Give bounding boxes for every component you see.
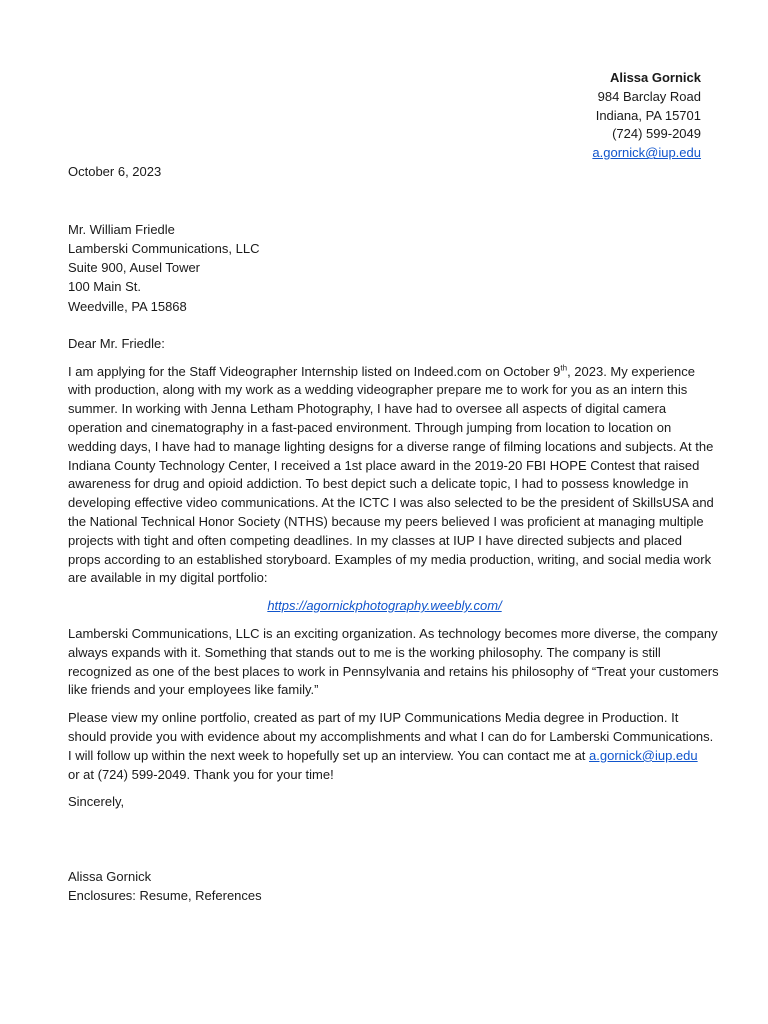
paragraph-line: I will follow up within the next week to hopefully set up an interview. You can contact me at a.gornick@iup.edu	[68, 747, 698, 763]
paragraph-line: recognized as one of the best places to work in Pennsylvania and retains his philosophy of “Treat your customers	[68, 663, 719, 679]
portfolio-url-line	[68, 597, 701, 616]
recipient-company: Lamberski Communications, LLC	[68, 240, 260, 256]
paragraph-line: with production, along with my work as a wedding videographer prepare me to work for you as an intern this	[68, 382, 688, 398]
contact-email-link[interactable]: a.gornick@iup.edu	[589, 747, 698, 763]
paragraph-line: Indiana County Technology Center, I received a 1st place award in the 2019-20 FBI HOPE Contest that raised	[68, 457, 700, 473]
letter-date: October 6, 2023	[68, 163, 162, 179]
paragraph-line: I am applying for the Staff Videographer Internship listed on Indeed.com on October 9th, 2023. My experience	[68, 363, 695, 379]
portfolio-link[interactable]: https://agornickphotography.weebly.com/	[267, 598, 502, 614]
paragraph-line: like friends and your employees like family.”	[68, 682, 319, 698]
paragraph-line: projects with tight and often competing deadlines. In my classes at IUP I have directed subjects and placed	[68, 532, 682, 548]
paragraph-line: or at (724) 599-2049. Thank you for your time!	[68, 766, 334, 782]
sender-name: Alissa Gornick	[609, 70, 701, 85]
recipient-name: Mr. William Friedle	[68, 221, 175, 237]
sender-block	[68, 69, 701, 163]
closing: Sincerely,	[68, 794, 125, 810]
paragraph-line: operation and cinematography in a fast-paced environment. Through jumping from location to location on	[68, 419, 672, 435]
paragraph-line: awareness for drug and opioid addiction. To best depict such a delicate topic, I had to possess knowledge in	[68, 476, 689, 492]
enclosures: Enclosures: Resume, References	[68, 887, 262, 903]
paragraph-line: Lamberski Communications, LLC is an exciting organization. As technology becomes more diverse, the company	[68, 625, 718, 641]
sender-email-link[interactable]: a.gornick@iup.edu	[592, 145, 701, 161]
signature-name: Alissa Gornick	[68, 869, 152, 885]
salutation: Dear Mr. Friedle:	[68, 335, 165, 351]
paragraph-line: props according to an established storyboard. Examples of my media production, writing, and social media work	[68, 551, 712, 567]
body-paragraph-1	[68, 363, 714, 589]
recipient-city: Weedville, PA 15868	[68, 298, 187, 314]
body-paragraph-2	[68, 625, 719, 700]
paragraph-line: wedding days, I have had to manage lighting designs for a diverse range of filming locations and subjects. At the	[68, 438, 714, 454]
paragraph-line: always expands with it. Something that stands out to me is the working philosophy. The company is still	[68, 644, 661, 660]
paragraph-line: summer. In working with Jenna Letham Photography, I have had to oversee all aspects of digital camera	[68, 401, 667, 417]
sender-phone: (724) 599-2049	[612, 126, 701, 142]
paragraph-line: are available in my digital portfolio:	[68, 570, 268, 586]
cover-letter	[68, 69, 719, 906]
paragraph-line: developing effective video communications. At the ICTC I was also selected to be the president of SkillsUSA and	[68, 495, 714, 511]
recipient-block	[68, 220, 701, 316]
sender-street: 984 Barclay Road	[597, 88, 701, 104]
sender-city: Indiana, PA 15701	[595, 107, 701, 123]
recipient-street: 100 Main St.	[68, 279, 141, 295]
paragraph-line: the National Technical Honor Society (NTHS) because my peers believed I was proficient at managing multiple	[68, 513, 704, 529]
body-paragraph-3	[68, 709, 714, 784]
paragraph-line: Please view my online portfolio, created as part of my IUP Communications Media degree in Production. It	[68, 710, 679, 726]
recipient-suite: Suite 900, Ausel Tower	[68, 260, 201, 276]
paragraph-line: should provide you with evidence about my accomplishments and what I can do for Lamberski Communications.	[68, 728, 714, 744]
